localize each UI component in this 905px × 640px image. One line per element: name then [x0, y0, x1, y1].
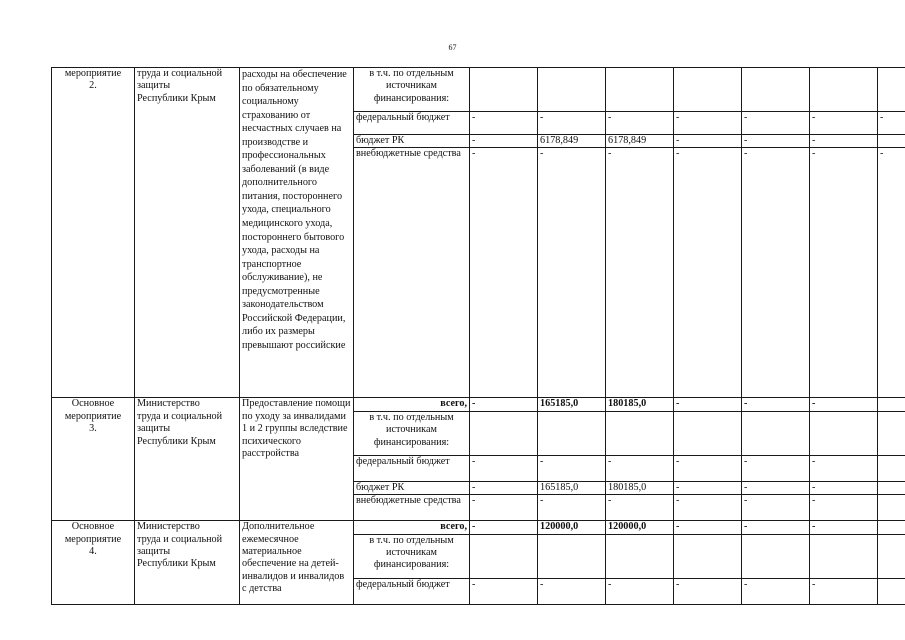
value-cell: [810, 411, 878, 455]
executor-cell: труда и социальной защиты Республики Крым: [135, 68, 240, 398]
value-cell: -: [742, 521, 810, 534]
value-cell: 6178,849: [606, 135, 674, 148]
value-cell: -: [742, 112, 810, 135]
value-cell: -: [810, 495, 878, 521]
value-cell: 120000,0: [538, 521, 606, 534]
value-cell: -: [470, 135, 538, 148]
value-cell: -: [742, 455, 810, 481]
value-cell: -: [674, 495, 742, 521]
value-cell: -: [470, 578, 538, 604]
value-cell: -: [470, 521, 538, 534]
value-cell: -: [810, 135, 878, 148]
value-cell: -: [674, 481, 742, 494]
value-cell: [674, 411, 742, 455]
value-cell: 165185,0: [538, 481, 606, 494]
value-cell: [538, 68, 606, 112]
value-cell: -: [674, 521, 742, 534]
value-cell: -: [674, 112, 742, 135]
value-cell: [878, 578, 905, 604]
value-cell: -: [470, 148, 538, 398]
value-cell: -: [606, 495, 674, 521]
value-cell: [470, 68, 538, 112]
value-cell: -: [674, 455, 742, 481]
value-cell: [878, 398, 905, 411]
value-cell: -: [470, 455, 538, 481]
value-cell: -: [742, 481, 810, 494]
value-cell: -: [878, 112, 905, 135]
value-cell: -: [606, 112, 674, 135]
financing-source-cell: внебюджетные средства: [354, 148, 470, 398]
event-name-cell: Основное мероприятие 4.: [52, 521, 135, 604]
financing-source-cell: всего,: [354, 521, 470, 534]
event-description-cell: расходы на обеспечение по обязательному социальному страхованию от несчастных случаев на производстве и профессиональных заболеваний (в виде дополнительного питания, постороннего ухода, специального медицинского ухода, постороннего бытового ухода, расходы на транспортное обслуживание), не предусмотренные законодательством Российской Федерации, либо их размеры превышают российские: [240, 68, 354, 398]
value-cell: -: [674, 148, 742, 398]
value-cell: -: [470, 481, 538, 494]
event-name-cell: мероприятие 2.: [52, 68, 135, 398]
value-cell: [606, 68, 674, 112]
value-cell: [810, 68, 878, 112]
financing-source-cell: всего,: [354, 398, 470, 411]
value-cell: -: [810, 521, 878, 534]
value-cell: -: [606, 578, 674, 604]
value-cell: [606, 411, 674, 455]
financing-source-cell: в т.ч. по отдельным источникам финансирования:: [354, 68, 470, 112]
executor-cell: Министерство труда и социальной защиты Республики Крым: [135, 398, 240, 521]
value-cell: [878, 455, 905, 481]
value-cell: [742, 411, 810, 455]
value-cell: [742, 68, 810, 112]
financing-table: [51, 67, 905, 605]
value-cell: [878, 135, 905, 148]
financing-source-cell: бюджет РК: [354, 135, 470, 148]
value-cell: [878, 534, 905, 578]
value-cell: -: [742, 148, 810, 398]
financing-source-cell: внебюджетные средства: [354, 495, 470, 521]
value-cell: -: [810, 112, 878, 135]
value-cell: [606, 534, 674, 578]
value-cell: [470, 534, 538, 578]
financing-source-cell: в т.ч. по отдельным источникам финансирования:: [354, 534, 470, 578]
financing-source-cell: федеральный бюджет: [354, 455, 470, 481]
value-cell: -: [674, 578, 742, 604]
value-cell: -: [810, 398, 878, 411]
value-cell: -: [810, 148, 878, 398]
value-cell: [878, 481, 905, 494]
event-description-cell: Дополнительное ежемесячное материальное обеспечение на детей-инвалидов и инвалидов с детства: [240, 521, 354, 604]
value-cell: -: [742, 135, 810, 148]
value-cell: 6178,849: [538, 135, 606, 148]
value-cell: 120000,0: [606, 521, 674, 534]
value-cell: -: [538, 578, 606, 604]
value-cell: [878, 521, 905, 534]
value-cell: [674, 68, 742, 112]
value-cell: [878, 495, 905, 521]
value-cell: -: [878, 148, 905, 398]
value-cell: [742, 534, 810, 578]
value-cell: -: [742, 495, 810, 521]
value-cell: -: [470, 112, 538, 135]
value-cell: [470, 411, 538, 455]
value-cell: -: [674, 135, 742, 148]
value-cell: [878, 411, 905, 455]
value-cell: -: [810, 578, 878, 604]
value-cell: -: [538, 455, 606, 481]
page-number: 67: [448, 43, 457, 52]
financing-source-cell: федеральный бюджет: [354, 578, 470, 604]
value-cell: -: [606, 455, 674, 481]
value-cell: -: [606, 148, 674, 398]
value-cell: -: [538, 148, 606, 398]
value-cell: -: [470, 398, 538, 411]
value-cell: [810, 534, 878, 578]
financing-source-cell: бюджет РК: [354, 481, 470, 494]
value-cell: -: [538, 495, 606, 521]
value-cell: -: [674, 398, 742, 411]
value-cell: [538, 411, 606, 455]
table-row: [52, 68, 905, 112]
value-cell: 180185,0: [606, 481, 674, 494]
event-description-cell: Предоставление помощи по уходу за инвалидами 1 и 2 группы вследствие психического расстройства: [240, 398, 354, 521]
value-cell: -: [742, 398, 810, 411]
value-cell: [674, 534, 742, 578]
value-cell: -: [810, 455, 878, 481]
value-cell: -: [538, 112, 606, 135]
value-cell: -: [470, 495, 538, 521]
table-row: [52, 398, 905, 411]
value-cell: 165185,0: [538, 398, 606, 411]
value-cell: -: [810, 481, 878, 494]
event-name-cell: Основное мероприятие 3.: [52, 398, 135, 521]
value-cell: [538, 534, 606, 578]
value-cell: [878, 68, 905, 112]
table-row: [52, 521, 905, 534]
financing-source-cell: федеральный бюджет: [354, 112, 470, 135]
value-cell: 180185,0: [606, 398, 674, 411]
financing-source-cell: в т.ч. по отдельным источникам финансирования:: [354, 411, 470, 455]
value-cell: -: [742, 578, 810, 604]
executor-cell: Министерство труда и социальной защиты Республики Крым: [135, 521, 240, 604]
